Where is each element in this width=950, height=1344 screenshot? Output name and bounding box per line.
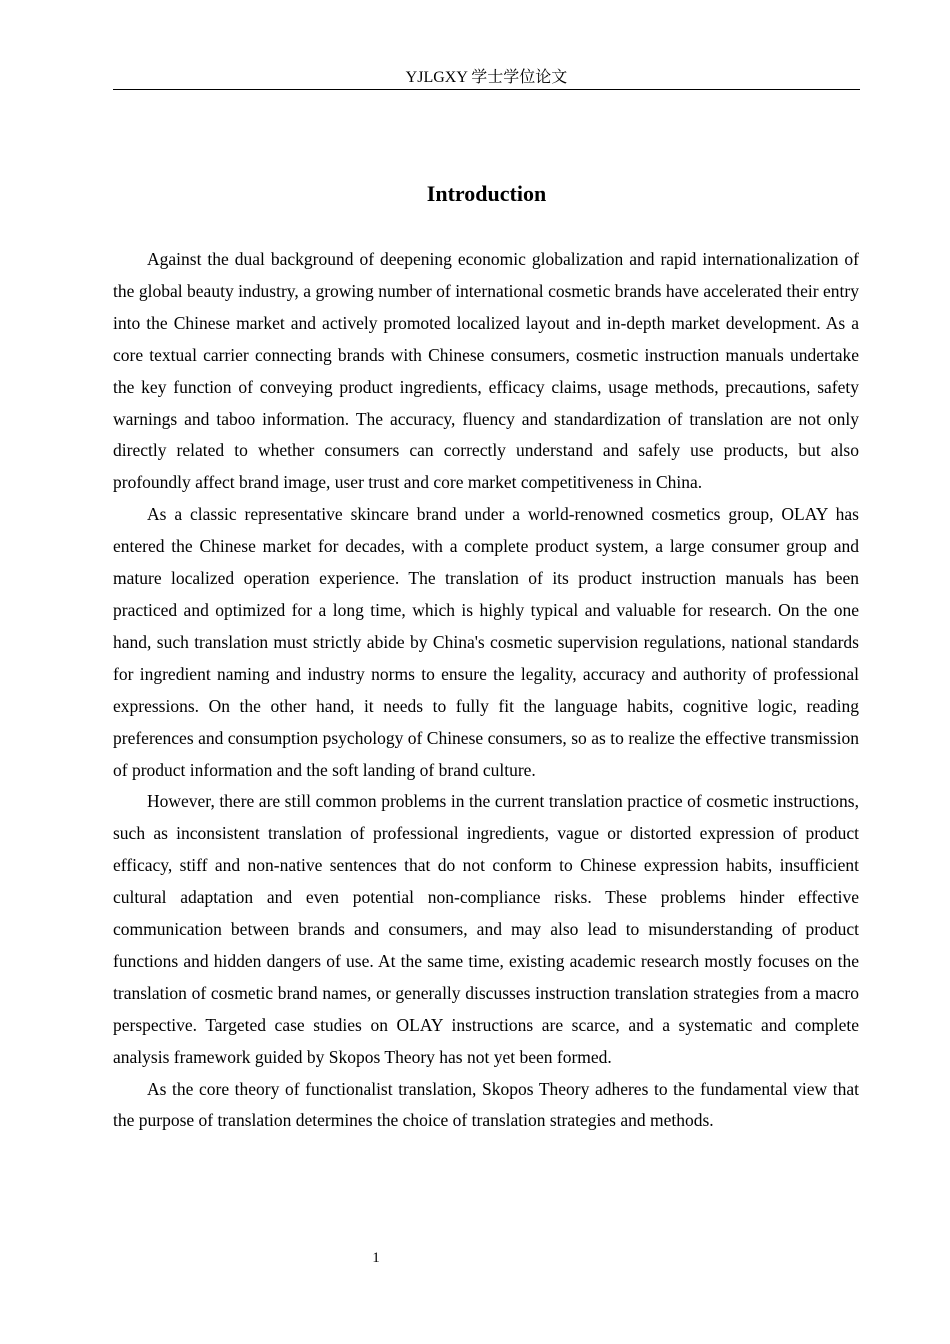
page-number: 1 — [372, 1250, 380, 1266]
running-header: YJLGXY 学士学位论文 — [405, 69, 568, 86]
section-title: Introduction — [426, 181, 547, 206]
body-text — [113, 244, 859, 1137]
paragraph: Against the dual background of deepening economic globalization and rapid internationalization of the global beauty industry, a growing number of international cosmetic brands have accelerated their entry into the Chinese market and actively promoted localized layout and in-depth market development. As a core textual carrier connecting brands with Chinese consumers, cosmetic instruction manuals undertake the key function of conveying product ingredients, efficacy claims, usage methods, precautions, safety warnings and taboo information. The accuracy, fluency and standardization of translation are not only directly related to whether consumers can correctly understand and safely use products, but also profoundly affect brand image, user trust and core market competitiveness in China. — [113, 249, 859, 493]
paragraph: However, there are still common problems in the current translation practice of cosmetic instructions, such as inconsistent translation of professional ingredients, vague or distorted expression of product efficacy, stiff and non-native sentences that do not conform to Chinese expression habits, insufficient cultural adaptation and even potential non-compliance risks. These problems hinder effective communication between brands and consumers, and may also lead to misunderstanding of product functions and hidden dangers of use. At the same time, existing academic research mostly focuses on the translation of cosmetic brand names, or generally discusses instruction translation strategies from a macro perspective. Targeted case studies on OLAY instructions are scarce, and a systematic and complete analysis framework guided by Skopos Theory has not yet been formed. — [113, 791, 859, 1067]
paragraph: As the core theory of functionalist translation, Skopos Theory adheres to the fundamental view that the purpose of translation determines the choice of translation strategies and methods. — [113, 1078, 859, 1131]
paragraph: As a classic representative skincare brand under a world-renowned cosmetics group, OLAY has entered the Chinese market for decades, with a complete product system, a large consumer group and mature localized operation experience. The translation of its product instruction manuals has been practiced and optimized for a long time, which is highly typical and valuable for research. On the one hand, such translation must strictly abide by China's cosmetic supervision regulations, national standards for ingredient naming and industry norms to ensure the legality, accuracy and authority of professional expressions. On the other hand, it needs to fully fit the language habits, cognitive logic, reading preferences and consumption psychology of Chinese consumers, so as to realize the effective transmission of product information and the soft landing of brand culture. — [113, 504, 859, 780]
header-divider — [113, 89, 860, 90]
